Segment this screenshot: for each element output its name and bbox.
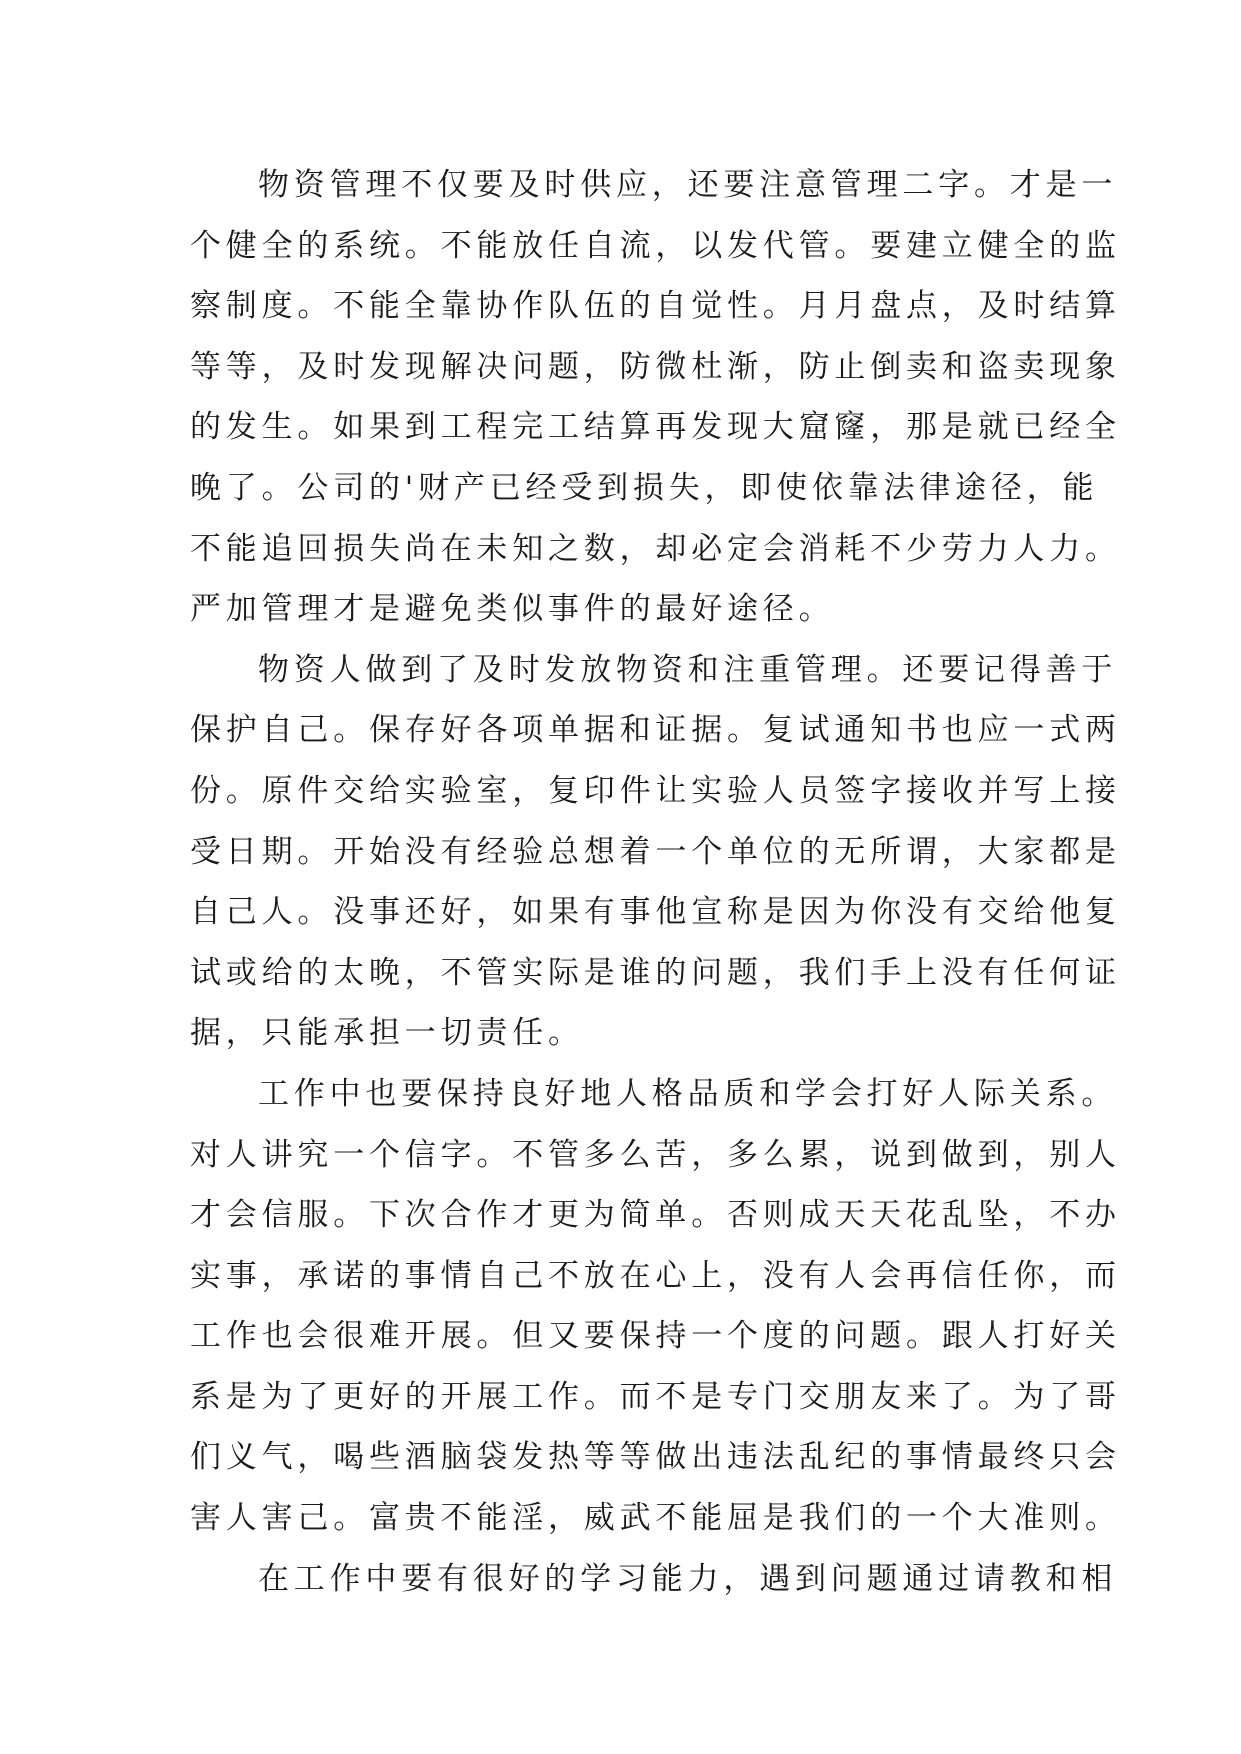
text-line: 害人害己。富贵不能淫，威武不能屈是我们的一个大准则。 (190, 1500, 1121, 1537)
text-line: 据，只能承担一切责任。 (190, 1015, 584, 1052)
text-line: 自己人。没事还好，如果有事他宣称是因为你没有交给他复 (190, 894, 1121, 931)
paragraph-4 (190, 1549, 1118, 1610)
text-line: 们义气，喝些酒脑袋发热等等做出违法乱纪的事情最终只会 (190, 1439, 1121, 1476)
text-line: 工作也会很难开展。但又要保持一个度的问题。跟人打好关 (190, 1318, 1121, 1355)
text-line: 工作中也要保持良好地人格品质和学会打好人际关系。 (258, 1075, 1118, 1112)
text-line: 在工作中要有很好的学习能力，遇到问题通过请教和相 (258, 1560, 1118, 1597)
text-line: 对人讲究一个信字。不管多么苦，多么累，说到做到，别人 (190, 1136, 1121, 1173)
text-line: 等等，及时发现解决问题，防微杜渐，防止倒卖和盗卖现象 (190, 348, 1121, 385)
text-line: 个健全的系统。不能放任自流，以发代管。要建立健全的监 (190, 227, 1121, 264)
text-line: 不能追回损失尚在未知之数，却必定会消耗不少劳力人力。 (190, 530, 1121, 567)
text-line: 晚了。公司的'财产已经受到损失，即使依靠法律途径，能 (190, 469, 1099, 506)
text-line: 系是为了更好的开展工作。而不是专门交朋友来了。为了哥 (190, 1378, 1121, 1415)
paragraph-3 (190, 1064, 1121, 1549)
text-line: 受日期。开始没有经验总想着一个单位的无所谓，大家都是 (190, 833, 1121, 870)
text-line: 的发生。如果到工程完工结算再发现大窟窿，那是就已经全 (190, 409, 1121, 446)
text-line: 实事，承诺的事情自己不放在心上，没有人会再信任你，而 (190, 1257, 1121, 1294)
text-line: 保护自己。保存好各项单据和证据。复试通知书也应一式两 (190, 712, 1121, 749)
text-line: 物资人做到了及时发放物资和注重管理。还要记得善于 (258, 651, 1118, 688)
paragraph-1 (190, 155, 1121, 640)
text-line: 份。原件交给实验室，复印件让实验人员签字接收并写上接 (190, 772, 1121, 809)
text-line: 试或给的太晚，不管实际是谁的问题，我们手上没有任何证 (190, 954, 1121, 991)
text-line: 严加管理才是避免类似事件的最好途径。 (190, 591, 835, 628)
text-line: 察制度。不能全靠协作队伍的自觉性。月月盘点，及时结算 (190, 288, 1121, 325)
paragraph-2 (190, 640, 1121, 1064)
text-line: 物资管理不仅要及时供应，还要注意管理二字。才是一 (258, 167, 1118, 203)
document-body (190, 155, 1121, 1609)
text-line: 才会信服。下次合作才更为简单。否则成天天花乱坠，不办 (190, 1197, 1121, 1234)
